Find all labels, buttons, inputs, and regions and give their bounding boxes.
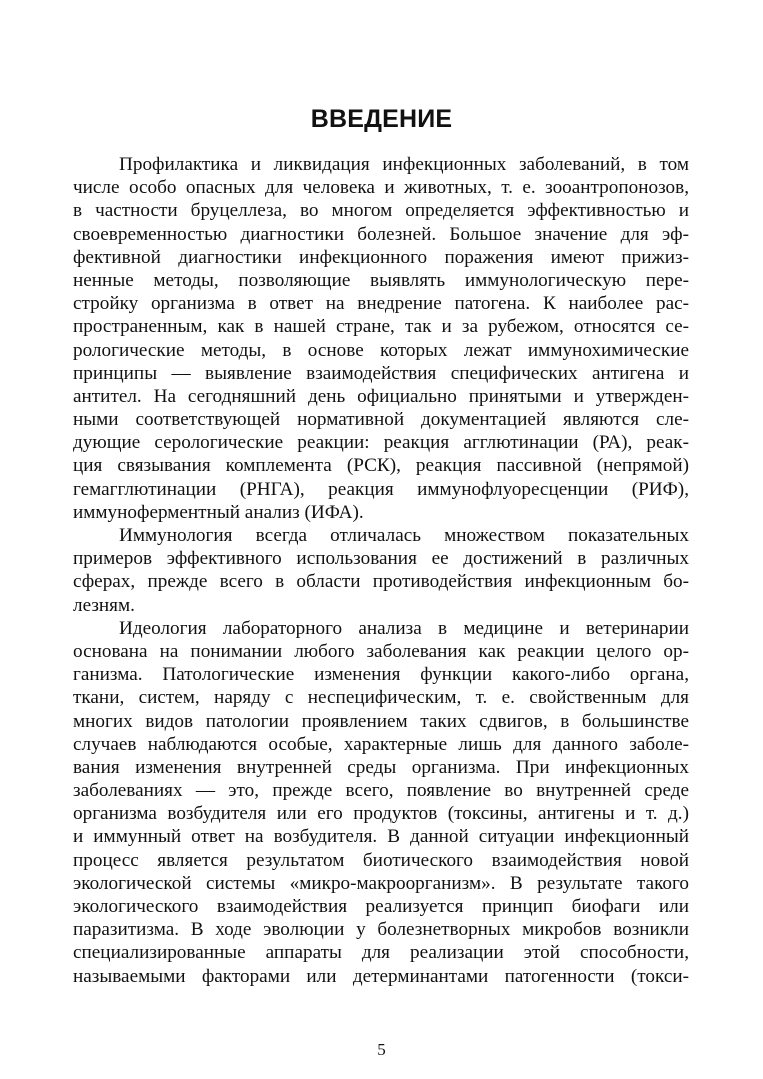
text-line: многих видов патологии проявлением таких сдвигов, в большинстве	[73, 710, 689, 732]
text-line: числе особо опасных для человека и животных, т. е. зооантропонозов,	[73, 177, 689, 199]
page-number: 5	[377, 1040, 386, 1059]
text-line: рологические методы, в основе которых лежат иммунохимические	[73, 339, 689, 361]
text-line: иммуноферментный анализ (ИФА).	[73, 501, 364, 523]
text-line: стройку организма в ответ на внедрение патогена. К наиболее рас-	[73, 293, 689, 315]
text-line: и иммунный ответ на возбудителя. В данной ситуации инфекционный	[73, 826, 689, 848]
text-line: принципы — выявление взаимодействия специфических антигена и	[73, 362, 689, 384]
text-line: процесс является результатом биотического взаимодействия новой	[73, 849, 689, 871]
text-line: экологической системы «микро-макроорганизм». В результате такого	[73, 872, 689, 894]
text-line: Иммунология всегда отличалась множеством показательных	[119, 525, 689, 546]
text-line: случаев наблюдаются особые, характерные лишь для данного заболе-	[73, 733, 689, 755]
text-line: лезням.	[73, 594, 135, 616]
text-line: ткани, систем, наряду с неспецифическим, т. е. свойственным для	[73, 687, 689, 709]
text-line: ненные методы, позволяющие выявлять иммунологическую пере-	[73, 269, 689, 291]
body-text	[73, 153, 689, 988]
page-title: ВВЕДЕНИЕ	[310, 105, 453, 133]
text-line: примеров эффективного использования ее достижений в различных	[73, 548, 689, 570]
text-line: сферах, прежде всего в области противодействия инфекционным бо-	[73, 571, 689, 593]
text-line: ганизма. Патологические изменения функции какого-либо органа,	[73, 664, 689, 686]
text-line: своевременностью диагностики болезней. Большое значение для эф-	[73, 223, 689, 245]
text-line: паразитизма. В ходе эволюции у болезнетворных микробов возникли	[73, 919, 689, 941]
paragraph-1	[73, 153, 689, 524]
text-line: основана на понимании любого заболевания как реакции целого ор-	[73, 640, 689, 662]
text-line: фективной диагностики инфекционного поражения имеют прижиз-	[73, 246, 689, 268]
text-line: пространенным, как в нашей стране, так и за рубежом, относятся се-	[73, 316, 689, 338]
text-line: заболеваниях — это, прежде всего, появление во внутренней среде	[73, 780, 689, 802]
text-line: называемыми факторами или детерминантами патогенности (токси-	[73, 965, 689, 987]
paragraph-2	[73, 524, 689, 617]
text-line: антител. На сегодняшний день официально принятыми и утвержден-	[73, 385, 689, 407]
text-line: Идеология лабораторного анализа в медицине и ветеринарии	[119, 617, 689, 639]
text-line: экологического взаимодействия реализуется принцип биофаги или	[73, 896, 689, 917]
text-line: Профилактика и ликвидация инфекционных заболеваний, в том	[119, 154, 689, 175]
text-line: вания изменения внутренней среды организма. При инфекционных	[73, 756, 689, 778]
text-line: ция связывания комплемента (РСК), реакция пассивной (непрямой)	[73, 455, 689, 477]
text-line: дующие серологические реакции: реакция агглютинации (РА), реак-	[73, 432, 689, 454]
text-line: гемагглютинации (РНГА), реакция иммунофлуоресценции (РИФ),	[73, 478, 689, 500]
text-line: в частности бруцеллеза, во многом определяется эффективностью и	[73, 200, 689, 222]
text-line: ными соответствующей нормативной документацией являются сле-	[73, 409, 689, 431]
text-line: организма возбудителя или его продуктов (токсины, антигены и т. д.)	[73, 803, 689, 825]
text-line: специализированные аппараты для реализации этой способности,	[73, 942, 689, 964]
paragraph-3	[73, 617, 689, 988]
